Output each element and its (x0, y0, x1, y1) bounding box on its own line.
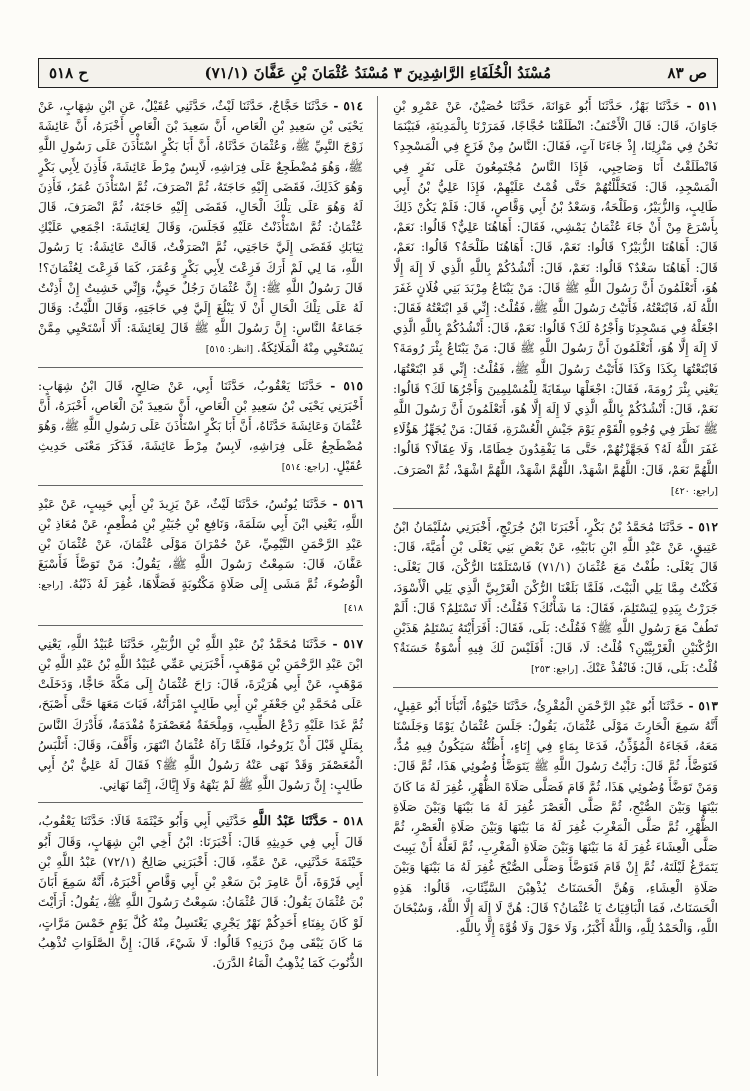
running-title: مُسْنَدُ الْخُلَفَاءِ الرَّاشِدِينَ ٣ مُسْنَدُ عُثْمَانَ بْنِ عَفَّانَ (٧١/١) (204, 64, 552, 82)
right-column (393, 96, 718, 1076)
hadith-separator (38, 625, 363, 626)
hadith-515 (38, 376, 363, 479)
hadith-text: حَدَّثَنَا يُونُسُ، حَدَّثَنَا لَيْثٌ، عَنْ يَزِيدَ بْنِ أَبِي حَبِيبٍ، عَنْ عَبْدِ اللَّهِ، يَعْنِي ابْنَ أَبِي سَلَمَةَ، وَنَافِعِ بْنِ جُبَيْرِ بْنِ مُطْعِمٍ، عَنْ مُعَاذِ بْنِ عَبْدِ الرَّحْمَنِ التَّيْمِيِّ، عَنْ حُمْرَانَ مَوْلَى عُثْمَانَ، عَنْ عُثْمَانَ بْنِ عَفَّانَ، قَالَ: سَمِعْتُ رَسُولَ اللَّهِ ﷺ، يَقُولُ: مَنْ تَوَضَّأَ فَأَسْبَغَ الْوُضُوءَ، ثُمَّ مَشَى إِلَى صَلَاةٍ مَكْتُوبَةٍ فَصَلَّاهَا، غُفِرَ لَهُ ذَنْبُهُ. (38, 496, 363, 592)
hadith-number: ٥١٨ - (332, 813, 363, 828)
hadith-reference: [راجع: ٤٢٠] (670, 485, 718, 497)
hadith-518 (38, 811, 363, 974)
hadith-text: حَدَّثَنَا بَهْزٌ، حَدَّثَنَا أَبُو عَوَانَةَ، حَدَّثَنَا حُصَيْنٌ، عَنْ عَمْرِو بْنِ جَاوَانَ، قَالَ: قَالَ الْأَحْنَفُ: انْطَلَقْنَا حُجَّاجًا، فَمَرَرْنَا بِالْمَدِينَةِ، فَبَيْنَمَا نَحْنُ فِي مَنْزِلِنَا، إِذْ جَاءَنَا آتٍ، فَقَالَ: النَّاسُ مِنْ فَزَعٍ فِي الْمَسْجِدِ؟ فَانْطَلَقْتُ أَنَا وَصَاحِبِي، فَإِذَا النَّاسُ مُجْتَمِعُونَ عَلَى نَفَرٍ فِي الْمَسْجِدِ، قَالَ: فَتَخَلَّلْتُهُمْ حَتَّى قُمْتُ عَلَيْهِمْ، فَإِذَا عَلِيُّ بْنُ أَبِي طَالِبٍ، وَالزُّبَيْرُ، وَطَلْحَةُ، وَسَعْدُ بْنُ أَبِي وَقَّاصٍ، قَالَ: فَلَمْ يَكُنْ ذَلِكَ بِأَسْرَعَ مِنْ أَنْ جَاءَ عُثْمَانُ يَمْشِي، فَقَالَ: أَهَاهُنَا عَلِيٌّ؟ قَالُوا: نَعَمْ، قَالَ: أَهَاهُنَا الزُّبَيْرُ؟ قَالُوا: نَعَمْ، قَالَ: أَهَاهُنَا طَلْحَةُ؟ قَالُوا: نَعَمْ، قَالَ: أَهَاهُنَا سَعْدٌ؟ قَالُوا: نَعَمْ، قَالَ: أَنْشُدُكُمْ بِاللَّهِ الَّذِي لَا إِلَهَ إِلَّا هُوَ، أَتَعْلَمُونَ أَنَّ رَسُولَ اللَّهِ ﷺ قَالَ: مَنْ يَبْتَاعُ مِرْبَدَ بَنِي فُلَانٍ غَفَرَ اللَّهُ لَهُ، فَابْتَعْتُهُ، فَأَتَيْتُ رَسُولَ اللَّهِ ﷺ، فَقُلْتُ: إِنِّي قَدِ ابْتَعْتُهُ فَقَالَ: اجْعَلْهُ فِي مَسْجِدِنَا وَأَجْرُهُ لَكَ؟ قَالُوا: نَعَمْ، قَالَ: أَنْشُدُكُمْ بِاللَّهِ الَّذِي لَا إِلَهَ إِلَّا هُوَ، أَتَعْلَمُونَ أَنَّ رَسُولَ اللَّهِ ﷺ قَالَ: مَنْ يَبْتَاعُ بِئْرَ رُومَةَ؟ فَابْتَعْتُهَا بِكَذَا وَكَذَا فَأَتَيْتُ رَسُولَ اللَّهِ ﷺ، فَقُلْتُ: إِنِّي قَدِ ابْتَعْتُهَا، يَعْنِي بِئْرَ رُومَةَ، فَقَالَ: اجْعَلْهَا سِقَايَةً لِلْمُسْلِمِينَ وَأَجْرُهَا لَكَ؟ قَالُوا: نَعَمْ، قَالَ: أَنْشُدُكُمْ بِاللَّهِ الَّذِي لَا إِلَهَ إِلَّا هُوَ، أَتَعْلَمُونَ أَنَّ رَسُولَ اللَّهِ ﷺ نَظَرَ فِي وُجُوهِ الْقَوْمِ يَوْمَ جَيْشِ الْعُسْرَةِ، فَقَالَ: مَنْ يُجَهِّزُ هَؤُلَاءِ غَفَرَ اللَّهُ لَهُ؟ فَجَهَّزْتُهُمْ، حَتَّى مَا يَفْقِدُونَ خِطَامًا، وَلَا عِقَالًا؟ قَالُوا: اللَّهُمَّ نَعَمْ، قَالَ: اللَّهُمَّ اشْهَدْ، اللَّهُمَّ اشْهَدْ، اللَّهُمَّ اشْهَدْ، ثُمَّ انْصَرَفَ. (393, 99, 718, 477)
hadith-text: حَدَّثَنِي أَبِي وَأَبُو خَيْثَمَةَ قَالَا: حَدَّثَنَا يَعْقُوبُ، قَالَ أَبِي فِي حَدِيثِهِ قَالَ: أَخْبَرَنَا: ابْنُ أَخِي ابْنِ شِهَابٍ، وَقَالَ أَبُو خَيْثَمَةَ حَدَّثَنِي، عَنْ عَمِّهِ، قَالَ: أَخْبَرَنِي صَالِحٌ (٧٢/١) عَبْدُ اللَّهِ بْنِ أَبِي فَرْوَةَ، أَنَّ عَامِرَ بْنَ سَعْدِ بْنِ أَبِي وَقَّاصٍ أَخْبَرَهُ، أَنَّهُ سَمِعَ أَبَانَ بْنَ عُثْمَانَ يَقُولُ: قَالَ عُثْمَانُ: سَمِعْتُ رَسُولَ اللَّهِ ﷺ، يَقُولُ: أَرَأَيْتَ لَوْ كَانَ بِفِنَاءِ أَحَدِكُمْ نَهْرٌ يَجْرِي يَغْتَسِلُ مِنْهُ كُلَّ يَوْمٍ خَمْسَ مَرَّاتٍ، مَا كَانَ يَبْقَى مِنْ دَرَنِهِ؟ قَالُوا: لَا شَيْءَ، قَالَ: إِنَّ الصَّلَوَاتِ تُذْهِبُ الذُّنُوبَ كَمَا يُذْهِبُ الْمَاءُ الدَّرَنَ. (38, 813, 363, 970)
hadith-reference: [راجع: ٢٥٣] (530, 664, 579, 676)
hadith-number: ٥١١ - (686, 99, 718, 113)
hadith-reference: [انظر: ٥١٥] (205, 344, 254, 356)
page-header (38, 58, 718, 88)
hadith-511 (393, 96, 718, 502)
hadith-513 (393, 696, 718, 938)
hadith-text: حَدَّثَنَا يَعْقُوبُ، حَدَّثَنَا أَبِي، عَنْ صَالِحٍ، قَالَ ابْنُ شِهَابٍ: أَخْبَرَنِي يَحْيَى بْنُ سَعِيدِ بْنِ الْعَاصِ، أَنَّ سَعِيدَ بْنَ الْعَاصِ، أَخْبَرَهُ، أَنَّ عُثْمَانَ وَعَائِشَةَ حَدَّثَاهُ، أَنَّ أَبَا بَكْرٍ اسْتَأْذَنَ عَلَى رَسُولِ اللَّهِ ﷺ، وَهُوَ مُضْطَجِعٌ عَلَى فِرَاشِهِ، لَابِسٌ مِرْطَ عَائِشَةَ، فَذَكَرَ مَعْنَى حَدِيثِ عُقَيْلٍ. (38, 378, 363, 474)
page-number-right: ص ٨٣ (667, 64, 707, 82)
hadith-separator (393, 508, 718, 509)
hadith-text: حَدَّثَنَا حَجَّاجٌ، حَدَّثَنَا لَيْثٌ، حَدَّثَنِي عُقَيْلٌ، عَنِ ابْنِ شِهَابٍ، عَنْ يَحْيَى بْنِ سَعِيدِ بْنِ الْعَاصِ، أَنَّ سَعِيدَ بْنَ الْعَاصِ أَخْبَرَهُ، أَنَّ عَائِشَةَ زَوْجَ النَّبِيِّ ﷺ، وَعُثْمَانَ حَدَّثَاهُ، أَنَّ أَبَا بَكْرٍ اسْتَأْذَنَ عَلَى رَسُولِ اللَّهِ ﷺ، وَهُوَ مُضْطَجِعٌ عَلَى فِرَاشِهِ، لَابِسٌ مِرْطَ عَائِشَةَ، فَأَذِنَ لِأَبِي بَكْرٍ وَهُوَ كَذَلِكَ، فَقَضَى إِلَيْهِ حَاجَتَهُ، ثُمَّ انْصَرَفَ، ثُمَّ اسْتَأْذَنَ عُمَرُ، فَأَذِنَ لَهُ وَهُوَ عَلَى تِلْكَ الْحَالِ، فَقَضَى إِلَيْهِ حَاجَتَهُ، ثُمَّ انْصَرَفَ، قَالَ عُثْمَانُ: ثُمَّ اسْتَأْذَنْتُ عَلَيْهِ فَجَلَسَ، وَقَالَ لِعَائِشَةَ: اجْمَعِي عَلَيْكِ ثِيَابَكِ فَقَضَى إِلَيَّ حَاجَتِي، ثُمَّ انْصَرَفْتُ، قَالَتْ عَائِشَةُ: يَا رَسُولَ اللَّهِ، مَا لِي لَمْ أَرَكَ فَزِعْتَ لِأَبِي بَكْرٍ وَعُمَرَ، كَمَا فَزِعْتَ لِعُثْمَانَ؟! قَالَ رَسُولُ اللَّهِ ﷺ: إِنَّ عُثْمَانَ رَجُلٌ حَيِيٌّ، وَإِنِّي خَشِيتُ إِنْ أَذِنْتُ لَهُ عَلَى تِلْكَ الْحَالِ أَنْ لَا يَبْلُغَ إِلَيَّ فِي حَاجَتِهِ، وَقَالَ اللَّيْثُ: وَقَالَ جَمَاعَةُ النَّاسِ: إِنَّ رَسُولَ اللَّهِ ﷺ قَالَ لِعَائِشَةَ: أَلَا أَسْتَحْيِي مِمَّنْ يَسْتَحْيِي مِنْهُ الْمَلَائِكَةُ. (38, 99, 363, 356)
hadith-number: ٥١٧ - (332, 636, 363, 651)
hadith-separator (38, 485, 363, 486)
hadith-number: ٥١٤ - (333, 99, 363, 113)
text-columns (38, 96, 718, 1076)
hadith-text: حَدَّثَنَا مُحَمَّدُ بْنُ عَبْدِ اللَّهِ بْنِ الزُّبَيْرِ، حَدَّثَنَا عُبَيْدُ اللَّهِ، يَعْنِي ابْنَ عَبْدِ الرَّحْمَنِ بْنِ مَوْهَبٍ، أَخْبَرَنِي عَمِّي عُبَيْدُ اللَّهِ بْنُ عَبْدِ اللَّهِ بْنِ مَوْهَبٍ، عَنْ أَبِي هُرَيْرَةَ، قَالَ: رَاحَ عُثْمَانُ إِلَى مَكَّةَ حَاجًّا، وَدَخَلَتْ عَلَى مُحَمَّدِ بْنِ جَعْفَرِ بْنِ أَبِي طَالِبٍ امْرَأَتُهُ، فَبَاتَ مَعَهَا حَتَّى أَصْبَحَ، ثُمَّ غَدَا عَلَيْهِ رَدْعُ الطِّيبِ، وَمِلْحَفَةٌ مُعَصْفَرَةٌ مُفْدَمَةٌ، فَأَدْرَكَ النَّاسَ بِمَلَلٍ قَبْلَ أَنْ يَرُوحُوا، فَلَمَّا رَآهُ عُثْمَانُ انْتَهَرَ، وَأَفَّفَ، وَقَالَ: أَتَلْبَسُ الْمُعَصْفَرَ وَقَدْ نَهَى عَنْهُ رَسُولُ اللَّهِ ﷺ؟ فَقَالَ لَهُ عَلِيُّ بْنُ أَبِي طَالِبٍ: إِنَّ رَسُولَ اللَّهِ ﷺ لَمْ يَنْهَهُ وَلَا إِيَّاكَ، إِنَّمَا نَهَانِي. (38, 636, 363, 793)
hadith-516 (38, 494, 363, 619)
hadith-514 (38, 96, 363, 361)
hadith-number: ٥١٢ - (688, 520, 718, 535)
hadith-separator (393, 687, 718, 688)
hadith-number: ٥١٥ - (330, 378, 363, 393)
hadith-number: ٥١٦ - (332, 496, 363, 511)
hadith-512 (393, 517, 718, 681)
hadith-text: حَدَّثَنَا أَبُو عَبْدِ الرَّحْمَنِ الْمُقْرِئُ، حَدَّثَنَا حَيْوَةُ، أَنْبَأَنَا أَبُو عَقِيلٍ، أَنَّهُ سَمِعَ الْحَارِثَ مَوْلَى عُثْمَانَ، يَقُولُ: جَلَسَ عُثْمَانُ يَوْمًا وَجَلَسْنَا مَعَهُ، فَجَاءَهُ الْمُؤَذِّنُ، فَدَعَا بِمَاءٍ فِي إِنَاءٍ، أَظُنُّهُ سَيَكُونُ فِيهِ مُدٌّ، فَتَوَضَّأَ، ثُمَّ قَالَ: رَأَيْتُ رَسُولَ اللَّهِ ﷺ يَتَوَضَّأُ وُضُوئِي هَذَا، ثُمَّ قَالَ: وَمَنْ تَوَضَّأَ وُضُوئِي هَذَا، ثُمَّ قَامَ فَصَلَّى صَلَاةَ الظُّهْرِ، غُفِرَ لَهُ مَا كَانَ بَيْنَهَا وَبَيْنَ الصُّبْحِ، ثُمَّ صَلَّى الْعَصْرَ غُفِرَ لَهُ مَا بَيْنَهَا وَبَيْنَ صَلَاةِ الظُّهْرِ، ثُمَّ صَلَّى الْمَغْرِبَ غُفِرَ لَهُ مَا بَيْنَهَا وَبَيْنَ صَلَاةِ الْعَصْرِ، ثُمَّ صَلَّى الْعِشَاءَ غُفِرَ لَهُ مَا بَيْنَهَا وَبَيْنَ صَلَاةِ الْمَغْرِبِ، ثُمَّ لَعَلَّهُ أَنْ يَبِيتَ يَتَمَرَّغُ لَيْلَتَهُ، ثُمَّ إِنْ قَامَ فَتَوَضَّأَ وَصَلَّى الصُّبْحَ غُفِرَ لَهُ مَا بَيْنَهَا وَبَيْنَ صَلَاةِ الْعِشَاءِ، وَهُنَّ الْحَسَنَاتُ يُذْهِبْنَ السَّيِّئَاتِ، قَالُوا: هَذِهِ الْحَسَنَاتُ، فَمَا الْبَاقِيَاتُ يَا عُثْمَانُ؟ قَالَ: هُنَّ لَا إِلَهَ إِلَّا اللَّهُ، وَسُبْحَانَ اللَّهِ، وَالْحَمْدُ لِلَّهِ، وَاللَّهُ أَكْبَرُ، وَلَا حَوْلَ وَلَا قُوَّةَ إِلَّا بِاللَّهِ. (393, 698, 718, 935)
hadith-text: حَدَّثَنَا مُحَمَّدُ بْنُ بَكْرٍ، أَخْبَرَنَا ابْنُ جُرَيْجٍ، أَخْبَرَنِي سُلَيْمَانُ ابْنُ عَتِيقٍ، عَنْ عَبْدِ اللَّهِ ابْنِ بَابَيْهِ، عَنْ بَعْضِ بَنِي يَعْلَى بْنِ أُمَيَّةَ، قَالَ: قَالَ يَعْلَى: طُفْتُ مَعَ عُثْمَانَ (٧١/١) فَاسْتَلَمْنَا الرُّكْنَ، قَالَ يَعْلَى: فَكُنْتُ مِمَّا يَلِي الْبَيْتَ، فَلَمَّا بَلَغْنَا الرُّكْنَ الْغَرْبِيَّ الَّذِي يَلِي الْأَسْوَدَ، جَرَرْتُ بِيَدِهِ لِيَسْتَلِمَ، فَقَالَ: مَا شَأْنُكَ؟ فَقُلْتُ: أَلَا تَسْتَلِمُ؟ قَالَ: أَلَمْ تَطُفْ مَعَ رَسُولِ اللَّهِ ﷺ؟ فَقُلْتُ: بَلَى، فَقَالَ: أَفَرَأَيْتَهُ يَسْتَلِمُ هَذَيْنِ الرُّكْنَيْنِ الْغَرْبِيَّيْنِ؟ قُلْتُ: لَا، قَالَ: أَفَلَيْسَ لَكَ فِيهِ أُسْوَةٌ حَسَنَةٌ؟ قُلْتُ: بَلَى، قَالَ: فَانْفُذْ عَنْكَ. (393, 520, 718, 676)
hadith-number: ٥١٣ - (688, 698, 718, 713)
hadith-title: حَدَّثَنَا عَبْدُ اللَّهِ (252, 813, 328, 829)
hadith-separator (38, 802, 363, 803)
hadith-separator (38, 367, 363, 368)
hadith-reference: [راجع: ٥١٤] (281, 462, 329, 474)
left-column (38, 96, 363, 1076)
hadith-517 (38, 634, 363, 796)
hadith-reference: [راجع: ٤١٨] (38, 580, 363, 614)
hadith-range-left: ح ٥١٨ (49, 64, 89, 82)
